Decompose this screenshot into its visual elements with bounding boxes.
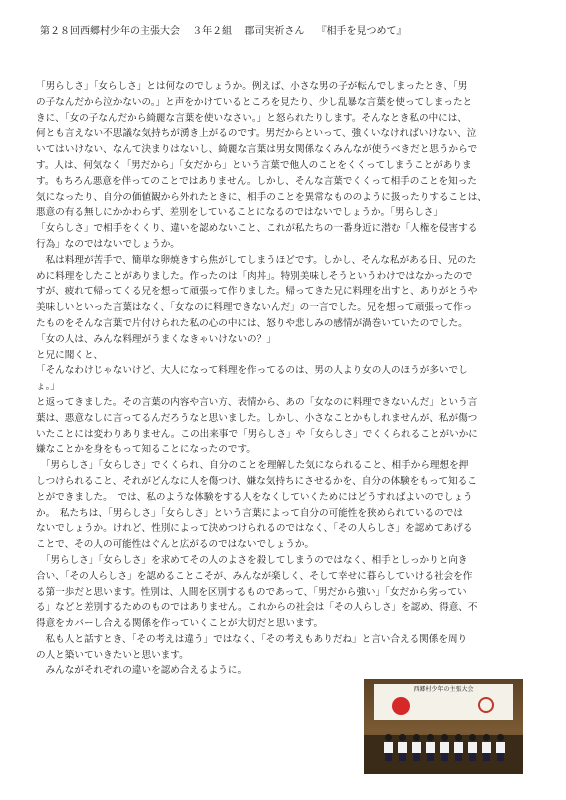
body-line: か。 私たちは、「男らしさ」「女らしさ」という言葉によって自分の可能性を狭められているのでは <box>36 507 463 519</box>
student-figure <box>426 734 435 762</box>
student-figure <box>440 734 449 762</box>
body-line: と返ってきました。その言葉の内容や言い方、表情から、あの「女なのに料理できないんだ」という言 <box>36 396 478 408</box>
body-line: の子なんだから泣かないの。」と声をかけているところを見たり、少し乱暴な言葉を使ってしまったと <box>36 96 473 108</box>
body-line: と兄に聞くと、 <box>36 349 104 361</box>
body-line: ことで、その人の可能性はぐんと広がるのではないでしょうか。 <box>36 539 315 551</box>
japan-flag-icon <box>392 697 410 715</box>
author-name: 郡司実祈さん <box>244 26 305 37</box>
body-line: す。人は、何気なく「男だから」「女だから」という言葉で他人のことをくくってしまうことがありま <box>36 159 472 171</box>
body-line: 得意をカバーし合える関係を作っていくことが大切だと思います。 <box>36 618 324 630</box>
body-line: 合い、「その人らしさ」を認めることこそが、みんなが楽しく、そして幸せに暮らしていける社会を作 <box>36 570 473 582</box>
village-emblem-icon <box>478 697 494 713</box>
body-line: 「女らしさ」で相手をくくり、違いを認めないこと、これが私たちの一番身近に潜む「人権を侵害する <box>36 223 478 235</box>
body-line: ないでしょうか。けれど、性別によって決めつけられるのではなく、「その人らしさ」を認めてあげる <box>36 523 473 535</box>
body-line: 「男らしさ」「女らしさ」でくくられ、自分のことを理解した気になられること、相手から理想を押 <box>36 460 469 472</box>
body-line: の人と築いていきたいと思います。 <box>36 649 189 661</box>
body-line: すが、疲れて帰ってくる兄を想って頑張って作りました。帰ってきた兄に料理を出すと、ありがとうや <box>36 286 478 298</box>
student-figure <box>384 734 393 762</box>
body-line: 悪意の有る無しにかかわらず、差別をしていることになるのではないでしょうか。「男らしさ」 <box>36 207 443 219</box>
body-line: いてはいけない、なんて決まりはないし、綺麗な言葉は男女関係なくみんなが使うべきだと思うからで <box>36 144 478 156</box>
document-header <box>40 25 520 38</box>
event-name: 第２８回西郷村少年の主張大会 <box>40 26 180 37</box>
student-figure <box>412 734 421 762</box>
body-line: る」などと差別するためのものではありません。これからの社会は「その人らしさ」を認め、得意、不 <box>36 602 478 614</box>
speech-body <box>36 79 530 679</box>
stage-banner <box>374 684 513 720</box>
body-line: す。もちろん悪意を伴ってのことではありません。しかし、そんな言葉でくくって相手のことを知った <box>36 175 477 187</box>
body-line: 「男らしさ」「女らしさ」を求めてその人のよさを殺してしまうのではなく、相手としっかりと向き <box>36 554 468 566</box>
body-line: 嫌なことかを身をもって知ることになったのです。 <box>36 444 256 456</box>
student-figure <box>468 734 477 762</box>
body-line: 葉は、悪意なしに言ってるんだろうなと思いました。しかし、小さなことかもしれませんが、私が傷つ <box>36 412 478 424</box>
body-line: めに料理をしたことがありました。作ったのは「肉丼」。特別美味しそうというわけではなかったので <box>36 270 473 282</box>
body-line: 美味しいといった言葉はなく、「女なのに料理できないんだ」の一言でした。兄を想って頑張って作っ <box>36 302 473 314</box>
body-line: いたことには変わりありません。この出来事で「男らしさ」や「女らしさ」でくくられることがいかに <box>36 428 478 440</box>
body-line: とができました。 では、私のような体験をする人をなくしていくためにはどうすればよいのでしょう <box>36 491 473 503</box>
body-line: 私も人と話すとき、「その考えは違う」ではなく、「その考えもありだね」と言い合える関係を周り <box>36 633 468 645</box>
body-line: 何とも言えない不思議な気持ちが湧き上がるのです。男だからといって、強くいなければいけない、泣 <box>36 128 477 140</box>
banner-title: 西郷村少年の主張大会 <box>413 686 474 693</box>
body-line: 「そんなわけじゃないけど、大人になって料理を作ってるのは、男の人より女の人のほうが多いでし <box>36 365 468 377</box>
body-line: 行為」なのではないでしょうか。 <box>36 238 180 250</box>
body-line: たものをそんな言葉で片付けられた私の心の中には、怒りや悲しみの感情が渦巻いていたのでした。 <box>36 317 468 329</box>
class-name: ３年２組 <box>192 26 233 37</box>
body-line: きに、「女の子なんだから綺麗な言葉を使いなさい。」と怒られたりします。そんなとき私の中には、 <box>36 112 467 124</box>
student-figure <box>454 734 463 762</box>
speech-title: 『相手を見つめて』 <box>316 26 407 37</box>
body-line: 「男らしさ」「女らしさ」とは何なのでしょうか。例えば、小さな男の子が転んでしまったとき、「男 <box>36 81 468 92</box>
body-line: みんながそれぞれの違いを認め合えるように。 <box>36 665 248 677</box>
body-line: 気になったり、自分の価値観から外れたときに、相手のことを異常なもののように扱ったりすることは、 <box>36 191 487 203</box>
student-figure <box>398 734 407 762</box>
student-figure <box>482 734 491 762</box>
body-line: ょ。」 <box>36 381 60 393</box>
body-line: る第一歩だと思います。性別は、人間を区別するものであって、「男だから強い」「女だから劣ってい <box>36 586 467 598</box>
student-figure <box>496 734 505 762</box>
body-line: 私は料理が苦手で、簡単な卵焼きすら焦がしてしまうほどです。しかし、そんな私がある日、兄のた <box>36 254 477 266</box>
body-line: 「女の人は、みんな料理がうまくなきゃいけないの？」 <box>36 333 276 345</box>
event-photo <box>364 679 523 774</box>
body-line: しつけられること、それがどんなに人を傷つけ、嫌な気持ちにさせるかを、自分の体験をもって知るこ <box>36 475 477 487</box>
